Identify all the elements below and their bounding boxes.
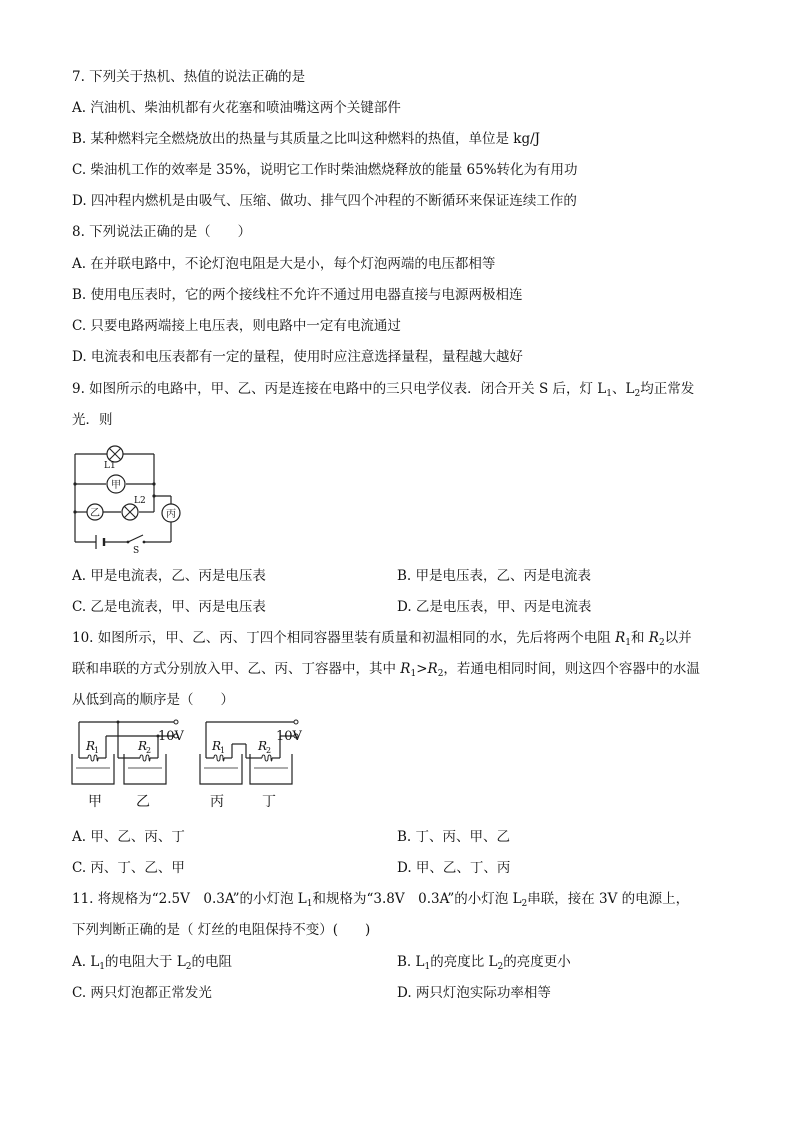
- q10-stem-line1: [72, 629, 692, 647]
- lamp-l1-label: L1: [104, 461, 116, 471]
- q11-sub: 2: [521, 899, 528, 909]
- q10-sub: 1: [625, 638, 631, 648]
- q9-option-c: C. 乙是电流表，甲、丙是电压表: [72, 599, 266, 615]
- q11-text: 串联，接在 3V 的电源上，: [527, 891, 690, 907]
- q11-option-a: [72, 953, 232, 971]
- q9-stem-part: 均正常发: [640, 381, 695, 397]
- meter-yi-icon: [87, 504, 103, 520]
- q11-text: 和规格为“3.8V 0.3A”的小灯泡 L: [312, 891, 522, 907]
- q10-r1: R: [400, 661, 411, 677]
- q10-text: 以并: [664, 630, 692, 646]
- container-bing-label: 丙: [210, 794, 224, 810]
- voltage-label-parallel: 10V: [158, 729, 184, 744]
- container-yi-label: 乙: [136, 794, 150, 810]
- q10-text: 联和串联的方式分别放入甲、乙、丙、丁容器中，其中: [72, 661, 401, 677]
- q11-text: 11. 将规格为“2.5V 0.3A”的小灯泡 L: [72, 891, 307, 907]
- q8-option-c: C. 只要电路两端接上电压表，则电路中一定有电流通过: [72, 318, 401, 334]
- q11-text: 的电阻大于 L: [105, 954, 186, 970]
- q9-circuit-diagram: [68, 444, 188, 554]
- voltage-label-series: 10V: [276, 729, 302, 744]
- q10-stem-line2: [72, 660, 700, 678]
- q7-stem: 7. 下列关于热机、热值的说法正确的是: [72, 69, 306, 85]
- q11-sub: 1: [306, 899, 313, 909]
- q7-option-a: A. 汽油机、柴油机都有火花塞和喷油嘴这两个关键部件: [72, 100, 401, 116]
- q10-text: ，若通电相同时间，则这四个容器中的水温: [443, 661, 700, 677]
- q9-stem-line2: 光．则: [72, 412, 113, 428]
- q11-stem-line1: [72, 890, 689, 908]
- meter-jia-label: 甲: [111, 480, 121, 491]
- q10-stem-line3: 从低到高的顺序是（ ）: [72, 692, 234, 708]
- q10-sub: 2: [437, 669, 444, 679]
- q9-option-d: D. 乙是电压表，甲、丙是电流表: [397, 599, 592, 615]
- q11-sub: 2: [185, 962, 192, 972]
- q11-option-d: D. 两只灯泡实际功率相等: [397, 985, 551, 1001]
- q8-option-b: B. 使用电压表时，它的两个接线柱不允许不通过用电器直接与电源两极相连: [72, 287, 523, 303]
- resistor-r1-sub: 1: [220, 746, 226, 755]
- resistor-r2-sub: 2: [266, 746, 272, 755]
- q7-option-c: C. 柴油机工作的效率是 35%，说明它工作时柴油燃烧释放的能量 65%转化为有用功: [72, 162, 578, 178]
- q11-option-b: [397, 953, 571, 971]
- resistor-r1-label: R: [212, 739, 222, 753]
- q9-stem-sub: 2: [634, 389, 641, 399]
- q10-r2: R: [427, 661, 438, 677]
- q10-option-a: A. 甲、乙、丙、丁: [72, 829, 185, 845]
- q10-sub: 1: [410, 669, 417, 679]
- q11-sub: 1: [424, 962, 431, 972]
- q7-option-d: D. 四冲程内燃机是由吸气、压缩、做功、排气四个冲程的不断循环来保证连续工作的: [72, 193, 577, 209]
- q9-stem: [72, 380, 694, 398]
- q8-option-d: D. 电流表和电压表都有一定的量程，使用时应注意选择量程，量程越大越好: [72, 349, 523, 365]
- container-ding-label: 丁: [262, 794, 276, 810]
- q9-stem-sub: 1: [606, 389, 612, 399]
- q11-text: 的电阻: [191, 954, 233, 970]
- q9-stem-part: 9. 如图所示的电路中，甲、乙、丙是连接在电路中的三只电学仪表．闭合开关 S 后，灯 L: [72, 381, 607, 397]
- switch-label: S: [133, 546, 140, 554]
- q10-text: >: [416, 661, 428, 677]
- q10-option-b: B. 丁、丙、甲、乙: [397, 829, 511, 845]
- lamp-l1-icon: [107, 446, 123, 462]
- resistor-r2-sub: 2: [146, 746, 152, 755]
- q11-sub: 1: [99, 962, 106, 972]
- q11-sub: 2: [497, 962, 504, 972]
- lamp-l2-icon: [122, 504, 138, 520]
- lamp-l2-label: L2: [134, 496, 146, 506]
- q11-stem-line2: 下列判断正确的是（ 灯丝的电阻保持不变）( ): [72, 922, 371, 938]
- meter-bing-icon: [162, 504, 180, 522]
- q8-stem: 8. 下列说法正确的是（ ）: [72, 224, 252, 240]
- q11-text: 的亮度比 L: [430, 954, 498, 970]
- q10-text: 和: [630, 630, 649, 646]
- heating-coil-icon: [88, 755, 272, 761]
- q10-option-c: C. 丙、丁、乙、甲: [72, 860, 185, 876]
- q10-sub: 2: [658, 638, 665, 648]
- meter-jia-icon: [107, 475, 125, 493]
- resistor-r1-sub: 1: [94, 746, 100, 755]
- q10-r1: R: [615, 630, 626, 646]
- q10-text: 10. 如图所示，甲、乙、丙、丁四个相同容器里装有质量和初温相同的水，先后将两个电阻: [72, 630, 616, 646]
- q9-option-b: B. 甲是电压表，乙、丙是电流表: [397, 568, 592, 584]
- resistor-r2-label: R: [138, 739, 148, 753]
- q11-text: 的亮度更小: [503, 954, 571, 970]
- q11-text: B. L: [397, 954, 425, 970]
- q10-r2: R: [648, 630, 659, 646]
- q9-option-a: A. 甲是电流表，乙、丙是电压表: [72, 568, 266, 584]
- resistor-r1-label: R: [86, 739, 96, 753]
- q11-text: A. L: [72, 954, 100, 970]
- q11-option-c: C. 两只灯泡都正常发光: [72, 985, 212, 1001]
- q10-option-d: D. 甲、乙、丁、丙: [397, 860, 511, 876]
- q8-option-a: A. 在并联电路中，不论灯泡电阻是大是小，每个灯泡两端的电压都相等: [72, 256, 496, 272]
- meter-yi-label: 乙: [90, 508, 100, 519]
- q10-circuit-diagram: [66, 718, 316, 820]
- meter-bing-label: 丙: [166, 509, 176, 520]
- container-jia-label: 甲: [88, 794, 102, 810]
- resistor-r2-label: R: [258, 739, 268, 753]
- q7-option-b: B. 某种燃料完全燃烧放出的热量与其质量之比叫这种燃料的热值，单位是 kg/J: [72, 131, 541, 147]
- q9-stem-part: 、L: [612, 381, 635, 397]
